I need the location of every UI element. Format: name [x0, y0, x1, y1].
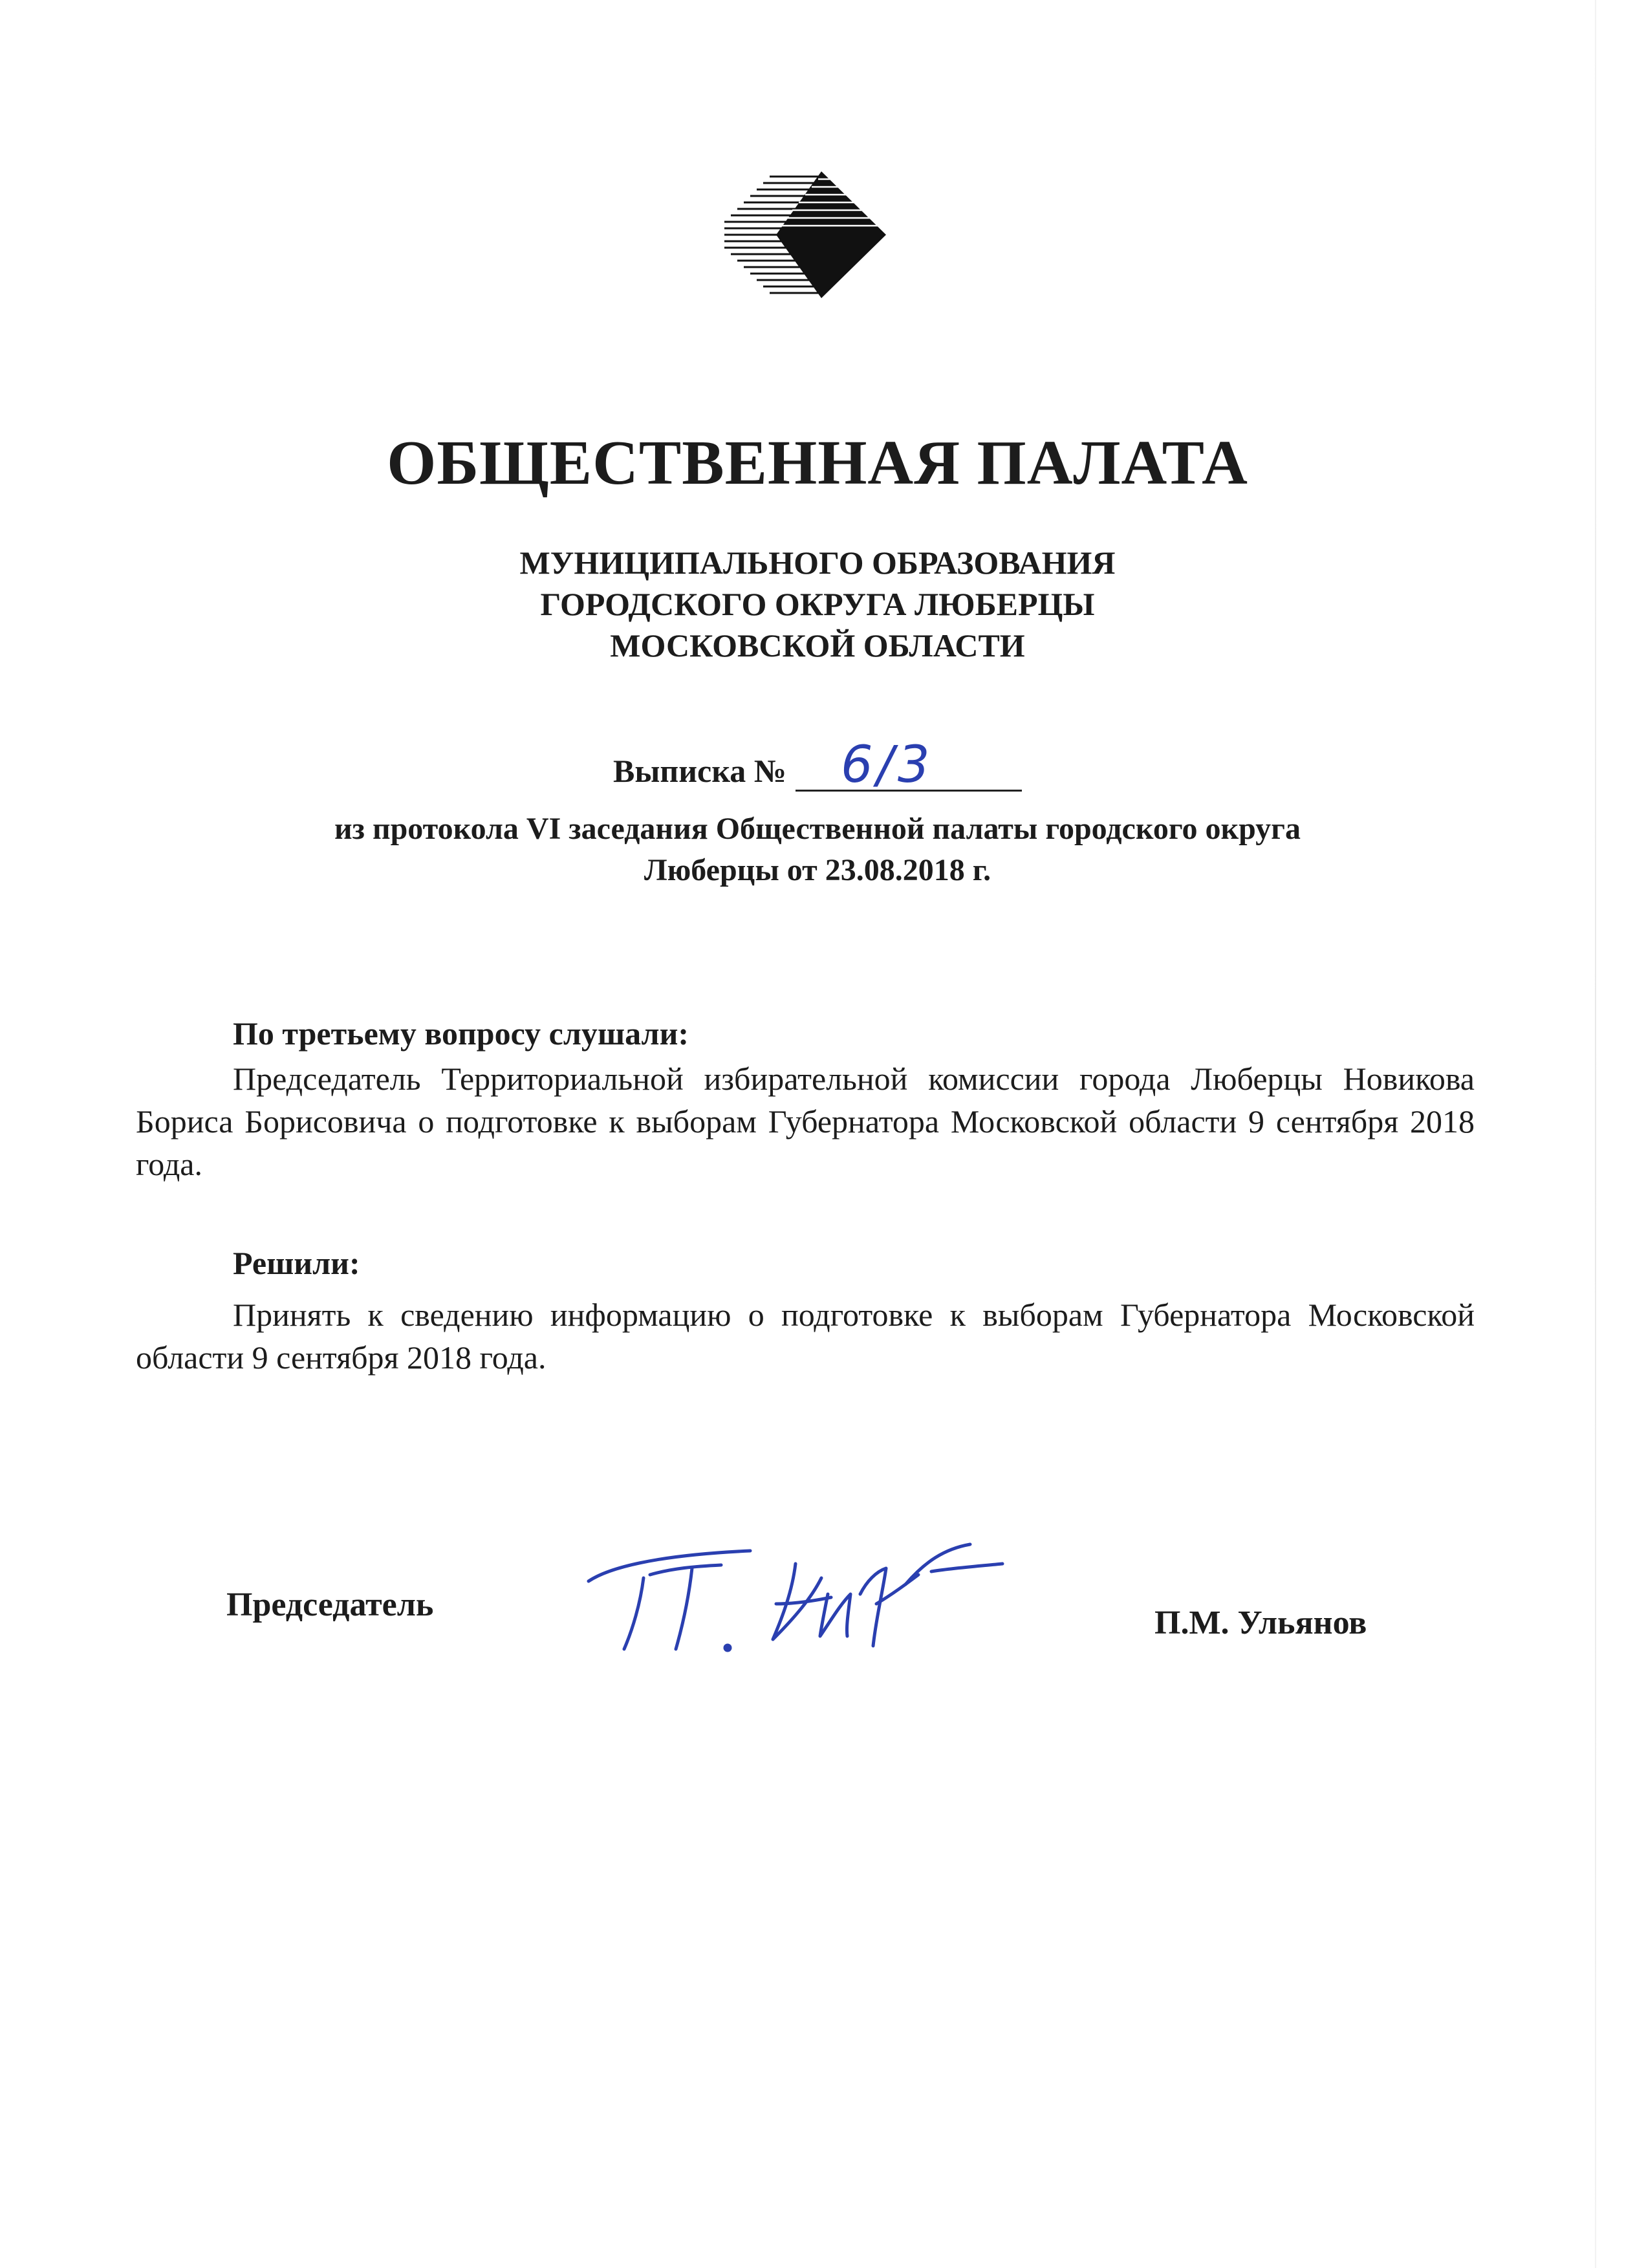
subtitle-line: МОСКОВСКОЙ ОБЛАСТИ [610, 627, 1025, 664]
decision-text: Принять к сведению информацию о подготовке к выборам Губернатора Московской области 9 сентября 2018 года. [136, 1297, 1475, 1376]
subtitle-line: МУНИЦИПАЛЬНОГО ОБРАЗОВАНИЯ [519, 545, 1116, 581]
page-edge [1595, 0, 1596, 2268]
protocol-line-1: из протокола VI заседания Общественной палаты городского округа [334, 812, 1301, 846]
extract-label: Выписка № [613, 753, 786, 789]
organization-logo-icon [724, 171, 893, 301]
extract-number: 6/3 [841, 736, 934, 794]
extract-number-field [796, 736, 1022, 794]
organization-subtitle [0, 542, 1635, 666]
signatory-name: П.М. Ульянов [1154, 1604, 1367, 1641]
handwritten-signature-icon [582, 1533, 1035, 1675]
organization-title: ОБЩЕСТВЕННАЯ ПАЛАТА [387, 428, 1248, 498]
extract-title [0, 736, 1635, 794]
question-heading: По третьему вопросу слушали: [233, 1015, 689, 1052]
decision-heading: Решили: [233, 1245, 360, 1281]
protocol-line-2: Люберцы от 23.08.2018 г. [644, 853, 991, 887]
protocol-reference [0, 808, 1635, 891]
subtitle-line: ГОРОДСКОГО ОКРУГА ЛЮБЕРЦЫ [540, 586, 1095, 622]
signatory-role: Председатель [226, 1586, 434, 1623]
question-text: Председатель Территориальной избирательной комиссии города Люберцы Новикова Бориса Борисовича о подготовке к выборам Губернатора Московской области 9 сентября 2018 года. [136, 1061, 1475, 1182]
